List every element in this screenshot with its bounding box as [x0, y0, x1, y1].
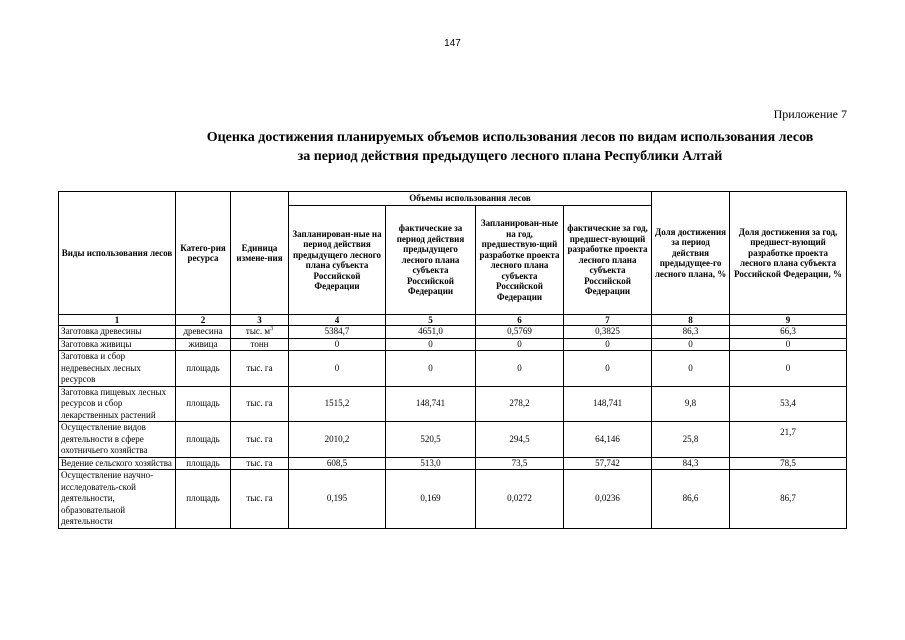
row-planned-year: 0 [476, 338, 564, 351]
row-share-period: 84,3 [652, 457, 730, 470]
table-row [59, 457, 847, 470]
row-use-type: Ведение сельского хозяйства [59, 457, 176, 470]
row-category: площадь [176, 470, 231, 529]
row-category: площадь [176, 422, 231, 458]
row-planned-period: 0 [289, 351, 386, 387]
header-planned-period: Запланирован-ные на период действия предыдущего лесного плана субъекта Российской Федерации [289, 206, 386, 315]
row-share-year: 53,4 [730, 386, 847, 422]
table-row [59, 326, 847, 339]
row-share-year: 0 [730, 351, 847, 387]
row-share-period: 86,6 [652, 470, 730, 529]
header-share-period: Доля достижения за период действия предыдущее-го лесного плана, % [652, 192, 730, 315]
row-share-period: 0 [652, 338, 730, 351]
table-row [59, 470, 847, 529]
column-number: 3 [231, 315, 289, 326]
row-use-type: Заготовка пищевых лесных ресурсов и сбор лекарственных растений [59, 386, 176, 422]
row-unit: тыс. га [231, 351, 289, 387]
header-usage-volumes: Объемы использования лесов [289, 192, 652, 206]
row-actual-year: 0,0236 [564, 470, 652, 529]
row-share-year: 86,7 [730, 470, 847, 529]
row-use-type: Осуществление научно-исследователь-ской деятельности, образовательной деятельности [59, 470, 176, 529]
row-planned-period: 0 [289, 338, 386, 351]
row-category: площадь [176, 457, 231, 470]
row-planned-year: 294,5 [476, 422, 564, 458]
row-planned-period: 608,5 [289, 457, 386, 470]
row-use-type: Осуществление видов деятельности в сфере охотничьего хозяйства [59, 422, 176, 458]
row-planned-year: 73,5 [476, 457, 564, 470]
row-share-year: 0 [730, 338, 847, 351]
row-actual-year: 0,3825 [564, 326, 652, 339]
row-planned-year: 278,2 [476, 386, 564, 422]
header-planned-year: Запланирован-ные на год, предшествую-щий разработке проекта лесного плана субъекта Российской Федерации [476, 206, 564, 315]
row-category: площадь [176, 351, 231, 387]
row-unit: тыс. га [231, 386, 289, 422]
row-planned-period: 0,195 [289, 470, 386, 529]
page-number: 147 [444, 38, 461, 49]
header-use-type: Виды использования лесов [59, 192, 176, 315]
row-share-year: 21,7 [730, 422, 847, 458]
column-number: 7 [564, 315, 652, 326]
row-unit: тонн [231, 338, 289, 351]
row-use-type: Заготовка древесины [59, 326, 176, 339]
row-planned-year: 0,0272 [476, 470, 564, 529]
row-actual-year: 148,741 [564, 386, 652, 422]
column-number: 6 [476, 315, 564, 326]
row-actual-period: 0 [386, 351, 476, 387]
row-use-type: Заготовка и сбор недревесных лесных ресурсов [59, 351, 176, 387]
row-unit: тыс. га [231, 470, 289, 529]
row-planned-period: 1515,2 [289, 386, 386, 422]
row-actual-period: 148,741 [386, 386, 476, 422]
row-category: древесина [176, 326, 231, 339]
row-actual-year: 0 [564, 338, 652, 351]
row-actual-period: 0,169 [386, 470, 476, 529]
column-number: 1 [59, 315, 176, 326]
row-share-period: 0 [652, 351, 730, 387]
column-number: 5 [386, 315, 476, 326]
row-planned-year: 0,5769 [476, 326, 564, 339]
column-number: 2 [176, 315, 231, 326]
table-row [59, 386, 847, 422]
row-unit: тыс. $м^3$ [231, 326, 289, 339]
row-actual-year: 64,146 [564, 422, 652, 458]
header-actual-period: фактические за период действия предыдущего лесного плана субъекта Российской Федерации [386, 206, 476, 315]
row-share-year: 66,3 [730, 326, 847, 339]
row-share-period: 9,8 [652, 386, 730, 422]
row-actual-year: 0 [564, 351, 652, 387]
row-share-period: 86,3 [652, 326, 730, 339]
table-row [59, 351, 847, 387]
forest-use-table [58, 191, 847, 529]
header-resource-category: Катего-рия ресурса [176, 192, 231, 315]
title-line-2: за период действия предыдущего лесного плана Республики Алтай [297, 149, 723, 164]
row-category: площадь [176, 386, 231, 422]
document-title [100, 128, 905, 166]
row-actual-year: 57,742 [564, 457, 652, 470]
row-actual-period: 513,0 [386, 457, 476, 470]
row-share-period: 25,8 [652, 422, 730, 458]
appendix-label: Приложение 7 [773, 107, 847, 121]
column-number: 8 [652, 315, 730, 326]
title-line-1: Оценка достижения планируемых объемов использования лесов по видам использования лесов [206, 130, 814, 145]
row-planned-year: 0 [476, 351, 564, 387]
row-actual-period: 4651,0 [386, 326, 476, 339]
row-use-type: Заготовка живицы [59, 338, 176, 351]
row-unit: тыс. га [231, 457, 289, 470]
row-unit: тыс. га [231, 422, 289, 458]
header-actual-year: фактические за год, предшест-вующий разработке проекта лесного плана субъекта Российской Федерации [564, 206, 652, 315]
row-share-year: 78,5 [730, 457, 847, 470]
header-unit: Единица измене-ния [231, 192, 289, 315]
row-actual-period: 520,5 [386, 422, 476, 458]
row-actual-period: 0 [386, 338, 476, 351]
row-planned-period: 5384,7 [289, 326, 386, 339]
column-number: 4 [289, 315, 386, 326]
row-category: живица [176, 338, 231, 351]
header-share-year: Доля достижения за год, предшест-вующий разработке проекта лесного плана субъекта Российской Федерации, % [730, 192, 847, 315]
row-planned-period: 2010,2 [289, 422, 386, 458]
table-row [59, 338, 847, 351]
table-row [59, 422, 847, 458]
column-number: 9 [730, 315, 847, 326]
